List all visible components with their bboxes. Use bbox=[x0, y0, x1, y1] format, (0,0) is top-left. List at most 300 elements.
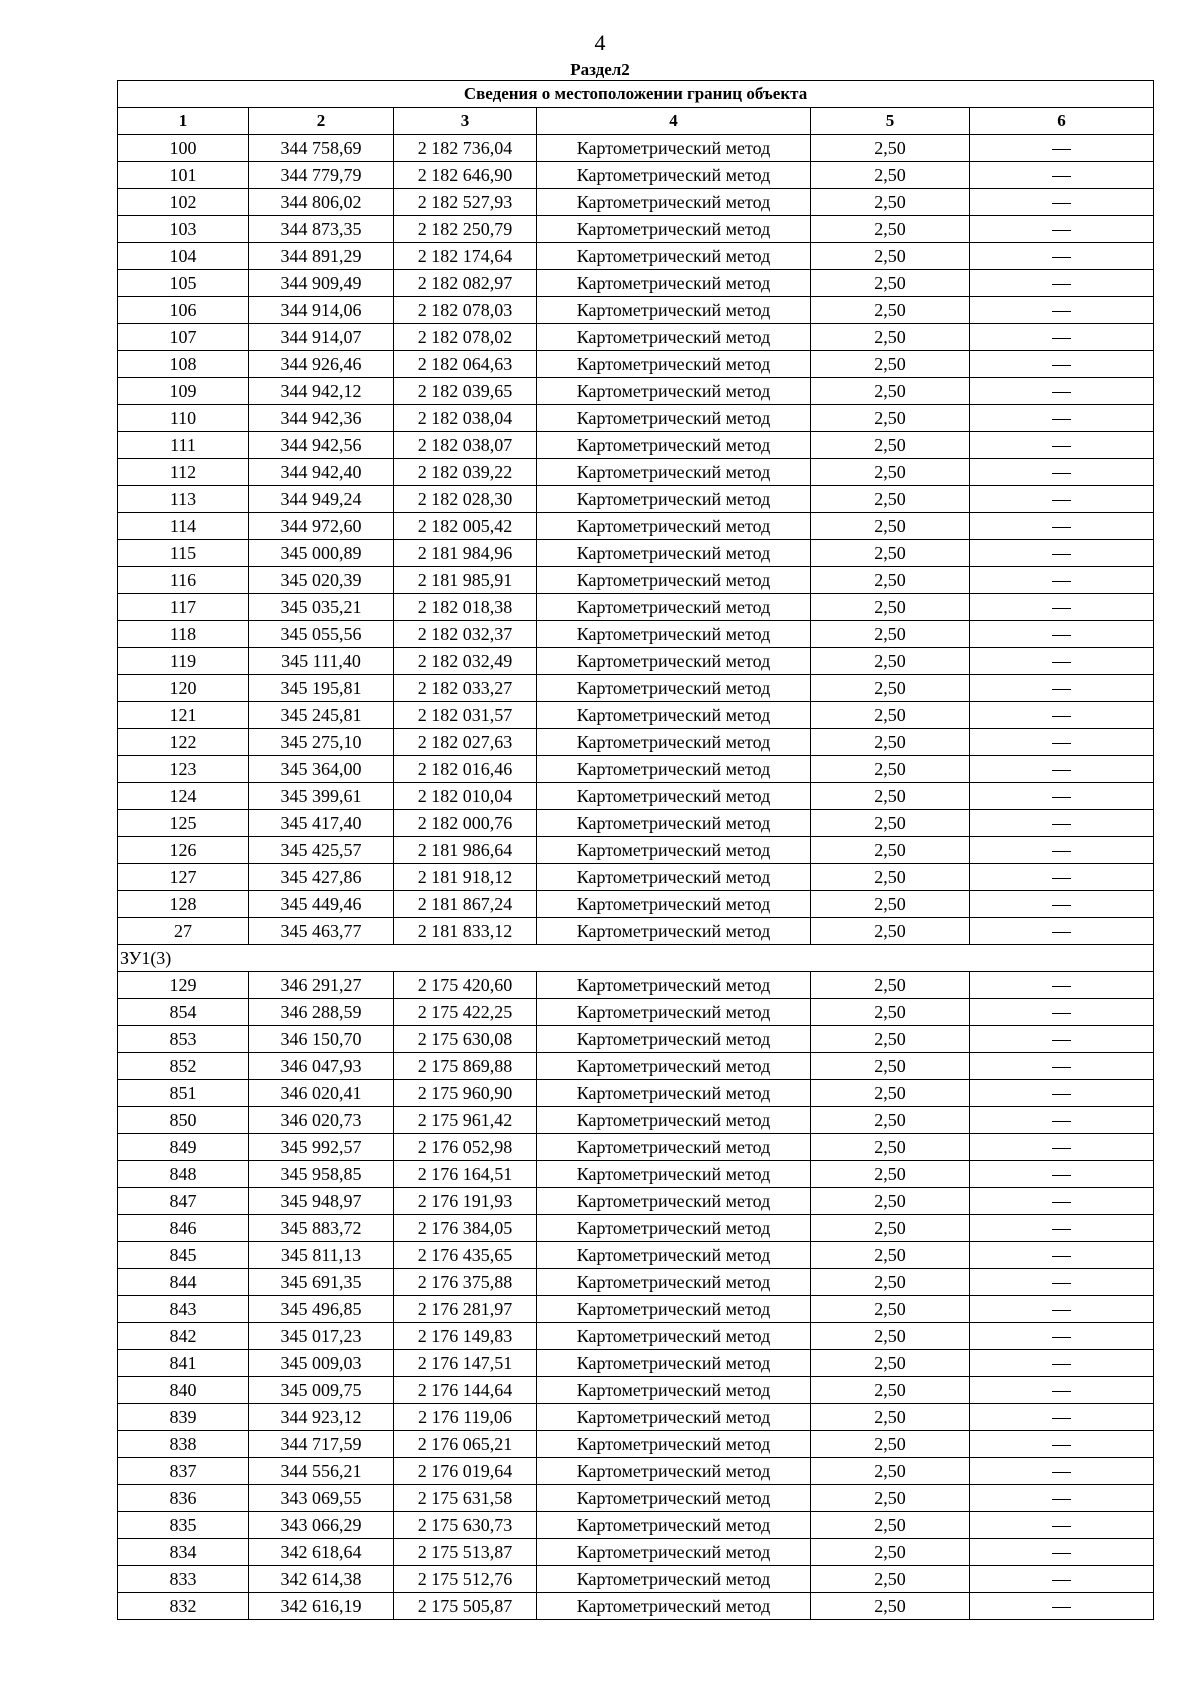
note-cell bbox=[970, 162, 1154, 189]
note-cell bbox=[970, 810, 1154, 837]
column-number: 1 bbox=[118, 108, 249, 135]
point-number-cell: 853 bbox=[118, 1026, 249, 1053]
point-number-cell: 114 bbox=[118, 513, 249, 540]
table-row bbox=[118, 756, 1154, 783]
x-coordinate-cell: 345 399,61 bbox=[249, 783, 394, 810]
method-cell: Картометрический метод bbox=[537, 1188, 811, 1215]
note-cell bbox=[970, 972, 1154, 999]
accuracy-cell: 2,50 bbox=[811, 1350, 970, 1377]
accuracy-cell: 2,50 bbox=[811, 1053, 970, 1080]
table-row bbox=[118, 837, 1154, 864]
table-row bbox=[118, 1242, 1154, 1269]
x-coordinate-cell: 346 047,93 bbox=[249, 1053, 394, 1080]
y-coordinate-cell: 2 182 736,04 bbox=[394, 135, 537, 162]
table-row bbox=[118, 972, 1154, 999]
x-coordinate-cell: 344 909,49 bbox=[249, 270, 394, 297]
y-coordinate-cell: 2 182 010,04 bbox=[394, 783, 537, 810]
accuracy-cell: 2,50 bbox=[811, 1323, 970, 1350]
note-cell bbox=[970, 270, 1154, 297]
table-row bbox=[118, 1296, 1154, 1323]
accuracy-cell: 2,50 bbox=[811, 1161, 970, 1188]
method-cell: Картометрический метод bbox=[537, 567, 811, 594]
accuracy-cell: 2,50 bbox=[811, 243, 970, 270]
y-coordinate-cell: 2 181 984,96 bbox=[394, 540, 537, 567]
table-row bbox=[118, 1269, 1154, 1296]
point-number-cell: 854 bbox=[118, 999, 249, 1026]
note-cell bbox=[970, 540, 1154, 567]
method-cell: Картометрический метод bbox=[537, 756, 811, 783]
y-coordinate-cell: 2 182 018,38 bbox=[394, 594, 537, 621]
note-cell bbox=[970, 1215, 1154, 1242]
point-number-cell: 838 bbox=[118, 1431, 249, 1458]
y-coordinate-cell: 2 182 250,79 bbox=[394, 216, 537, 243]
note-cell bbox=[970, 1053, 1154, 1080]
table-row bbox=[118, 1458, 1154, 1485]
y-coordinate-cell: 2 182 027,63 bbox=[394, 729, 537, 756]
point-number-cell: 105 bbox=[118, 270, 249, 297]
dash-mark bbox=[1052, 149, 1071, 150]
point-number-cell: 116 bbox=[118, 567, 249, 594]
y-coordinate-cell: 2 181 867,24 bbox=[394, 891, 537, 918]
dash-mark bbox=[1052, 1310, 1071, 1311]
note-cell bbox=[970, 1377, 1154, 1404]
column-number: 3 bbox=[394, 108, 537, 135]
table-row bbox=[118, 891, 1154, 918]
method-cell: Картометрический метод bbox=[537, 351, 811, 378]
note-cell bbox=[970, 1296, 1154, 1323]
x-coordinate-cell: 344 891,29 bbox=[249, 243, 394, 270]
method-cell: Картометрический метод bbox=[537, 1593, 811, 1620]
point-number-cell: 122 bbox=[118, 729, 249, 756]
accuracy-cell: 2,50 bbox=[811, 594, 970, 621]
point-number-cell: 103 bbox=[118, 216, 249, 243]
dash-mark bbox=[1052, 1472, 1071, 1473]
note-cell bbox=[970, 1269, 1154, 1296]
table-row bbox=[118, 1350, 1154, 1377]
accuracy-cell: 2,50 bbox=[811, 756, 970, 783]
method-cell: Картометрический метод bbox=[537, 1242, 811, 1269]
x-coordinate-cell: 342 616,19 bbox=[249, 1593, 394, 1620]
method-cell: Картометрический метод bbox=[537, 189, 811, 216]
boundary-coordinates-table bbox=[117, 80, 1154, 1620]
x-coordinate-cell: 342 618,64 bbox=[249, 1539, 394, 1566]
y-coordinate-cell: 2 175 505,87 bbox=[394, 1593, 537, 1620]
point-number-cell: 847 bbox=[118, 1188, 249, 1215]
y-coordinate-cell: 2 182 078,03 bbox=[394, 297, 537, 324]
method-cell: Картометрический метод bbox=[537, 837, 811, 864]
dash-mark bbox=[1052, 1553, 1071, 1554]
method-cell: Картометрический метод bbox=[537, 1053, 811, 1080]
y-coordinate-cell: 2 175 869,88 bbox=[394, 1053, 537, 1080]
accuracy-cell: 2,50 bbox=[811, 405, 970, 432]
y-coordinate-cell: 2 175 630,73 bbox=[394, 1512, 537, 1539]
dash-mark bbox=[1052, 1202, 1071, 1203]
x-coordinate-cell: 344 949,24 bbox=[249, 486, 394, 513]
dash-mark bbox=[1052, 1445, 1071, 1446]
method-cell: Картометрический метод bbox=[537, 297, 811, 324]
dash-mark bbox=[1052, 1229, 1071, 1230]
note-cell bbox=[970, 1485, 1154, 1512]
point-number-cell: 123 bbox=[118, 756, 249, 783]
accuracy-cell: 2,50 bbox=[811, 189, 970, 216]
note-cell bbox=[970, 405, 1154, 432]
x-coordinate-cell: 345 000,89 bbox=[249, 540, 394, 567]
table-row bbox=[118, 324, 1154, 351]
point-number-cell: 842 bbox=[118, 1323, 249, 1350]
x-coordinate-cell: 345 427,86 bbox=[249, 864, 394, 891]
y-coordinate-cell: 2 181 833,12 bbox=[394, 918, 537, 945]
table-row bbox=[118, 243, 1154, 270]
table-row bbox=[118, 135, 1154, 162]
accuracy-cell: 2,50 bbox=[811, 378, 970, 405]
accuracy-cell: 2,50 bbox=[811, 729, 970, 756]
note-cell bbox=[970, 1431, 1154, 1458]
accuracy-cell: 2,50 bbox=[811, 810, 970, 837]
y-coordinate-cell: 2 176 052,98 bbox=[394, 1134, 537, 1161]
y-coordinate-cell: 2 182 005,42 bbox=[394, 513, 537, 540]
dash-mark bbox=[1052, 338, 1071, 339]
note-cell bbox=[970, 918, 1154, 945]
accuracy-cell: 2,50 bbox=[811, 540, 970, 567]
table-row bbox=[118, 1161, 1154, 1188]
point-number-cell: 100 bbox=[118, 135, 249, 162]
dash-mark bbox=[1052, 1364, 1071, 1365]
point-number-cell: 833 bbox=[118, 1566, 249, 1593]
y-coordinate-cell: 2 176 065,21 bbox=[394, 1431, 537, 1458]
method-cell: Картометрический метод bbox=[537, 270, 811, 297]
point-number-cell: 112 bbox=[118, 459, 249, 486]
dash-mark bbox=[1052, 1256, 1071, 1257]
column-number: 5 bbox=[811, 108, 970, 135]
x-coordinate-cell: 342 614,38 bbox=[249, 1566, 394, 1593]
method-cell: Картометрический метод bbox=[537, 1323, 811, 1350]
table-row bbox=[118, 1026, 1154, 1053]
method-cell: Картометрический метод bbox=[537, 891, 811, 918]
x-coordinate-cell: 345 275,10 bbox=[249, 729, 394, 756]
x-coordinate-cell: 345 992,57 bbox=[249, 1134, 394, 1161]
accuracy-cell: 2,50 bbox=[811, 1458, 970, 1485]
y-coordinate-cell: 2 182 039,65 bbox=[394, 378, 537, 405]
x-coordinate-cell: 344 923,12 bbox=[249, 1404, 394, 1431]
accuracy-cell: 2,50 bbox=[811, 1539, 970, 1566]
method-cell: Картометрический метод bbox=[537, 486, 811, 513]
dash-mark bbox=[1052, 608, 1071, 609]
accuracy-cell: 2,50 bbox=[811, 216, 970, 243]
note-cell bbox=[970, 1188, 1154, 1215]
y-coordinate-cell: 2 182 064,63 bbox=[394, 351, 537, 378]
y-coordinate-cell: 2 182 033,27 bbox=[394, 675, 537, 702]
note-cell bbox=[970, 324, 1154, 351]
x-coordinate-cell: 345 811,13 bbox=[249, 1242, 394, 1269]
point-number-cell: 836 bbox=[118, 1485, 249, 1512]
note-cell bbox=[970, 675, 1154, 702]
accuracy-cell: 2,50 bbox=[811, 1566, 970, 1593]
note-cell bbox=[970, 1323, 1154, 1350]
method-cell: Картометрический метод bbox=[537, 1269, 811, 1296]
dash-mark bbox=[1052, 905, 1071, 906]
x-coordinate-cell: 345 020,39 bbox=[249, 567, 394, 594]
dash-mark bbox=[1052, 986, 1071, 987]
dash-mark bbox=[1052, 1418, 1071, 1419]
x-coordinate-cell: 345 425,57 bbox=[249, 837, 394, 864]
x-coordinate-cell: 344 942,36 bbox=[249, 405, 394, 432]
table-row bbox=[118, 1134, 1154, 1161]
dash-mark bbox=[1052, 689, 1071, 690]
accuracy-cell: 2,50 bbox=[811, 1377, 970, 1404]
table-caption-row bbox=[118, 81, 1154, 108]
point-number-cell: 839 bbox=[118, 1404, 249, 1431]
accuracy-cell: 2,50 bbox=[811, 1080, 970, 1107]
accuracy-cell: 2,50 bbox=[811, 567, 970, 594]
x-coordinate-cell: 344 779,79 bbox=[249, 162, 394, 189]
x-coordinate-cell: 345 958,85 bbox=[249, 1161, 394, 1188]
table-row bbox=[118, 918, 1154, 945]
y-coordinate-cell: 2 182 032,37 bbox=[394, 621, 537, 648]
dash-mark bbox=[1052, 1148, 1071, 1149]
method-cell: Картометрический метод bbox=[537, 1485, 811, 1512]
y-coordinate-cell: 2 176 164,51 bbox=[394, 1161, 537, 1188]
group-label: ЗУ1(3) bbox=[118, 945, 1154, 972]
y-coordinate-cell: 2 176 435,65 bbox=[394, 1242, 537, 1269]
point-number-cell: 107 bbox=[118, 324, 249, 351]
accuracy-cell: 2,50 bbox=[811, 675, 970, 702]
note-cell bbox=[970, 297, 1154, 324]
accuracy-cell: 2,50 bbox=[811, 1242, 970, 1269]
x-coordinate-cell: 344 873,35 bbox=[249, 216, 394, 243]
table-row bbox=[118, 1485, 1154, 1512]
point-number-cell: 846 bbox=[118, 1215, 249, 1242]
table-row bbox=[118, 513, 1154, 540]
x-coordinate-cell: 345 035,21 bbox=[249, 594, 394, 621]
note-cell bbox=[970, 702, 1154, 729]
x-coordinate-cell: 344 942,40 bbox=[249, 459, 394, 486]
dash-mark bbox=[1052, 527, 1071, 528]
x-coordinate-cell: 346 020,73 bbox=[249, 1107, 394, 1134]
note-cell bbox=[970, 1134, 1154, 1161]
method-cell: Картометрический метод bbox=[537, 1215, 811, 1242]
point-number-cell: 126 bbox=[118, 837, 249, 864]
dash-mark bbox=[1052, 1391, 1071, 1392]
method-cell: Картометрический метод bbox=[537, 810, 811, 837]
note-cell bbox=[970, 1539, 1154, 1566]
point-number-cell: 852 bbox=[118, 1053, 249, 1080]
point-number-cell: 832 bbox=[118, 1593, 249, 1620]
note-cell bbox=[970, 1026, 1154, 1053]
method-cell: Картометрический метод bbox=[537, 216, 811, 243]
note-cell bbox=[970, 1080, 1154, 1107]
table-row bbox=[118, 540, 1154, 567]
y-coordinate-cell: 2 182 039,22 bbox=[394, 459, 537, 486]
dash-mark bbox=[1052, 554, 1071, 555]
y-coordinate-cell: 2 182 174,64 bbox=[394, 243, 537, 270]
point-number-cell: 121 bbox=[118, 702, 249, 729]
table-row bbox=[118, 162, 1154, 189]
note-cell bbox=[970, 378, 1154, 405]
x-coordinate-cell: 345 883,72 bbox=[249, 1215, 394, 1242]
method-cell: Картометрический метод bbox=[537, 1431, 811, 1458]
dash-mark bbox=[1052, 284, 1071, 285]
method-cell: Картометрический метод bbox=[537, 162, 811, 189]
method-cell: Картометрический метод bbox=[537, 999, 811, 1026]
dash-mark bbox=[1052, 203, 1071, 204]
table-row bbox=[118, 189, 1154, 216]
y-coordinate-cell: 2 176 384,05 bbox=[394, 1215, 537, 1242]
column-number-row bbox=[118, 108, 1154, 135]
accuracy-cell: 2,50 bbox=[811, 918, 970, 945]
method-cell: Картометрический метод bbox=[537, 540, 811, 567]
method-cell: Картометрический метод bbox=[537, 135, 811, 162]
x-coordinate-cell: 344 717,59 bbox=[249, 1431, 394, 1458]
point-number-cell: 849 bbox=[118, 1134, 249, 1161]
dash-mark bbox=[1052, 419, 1071, 420]
dash-mark bbox=[1052, 311, 1071, 312]
point-number-cell: 111 bbox=[118, 432, 249, 459]
accuracy-cell: 2,50 bbox=[811, 1593, 970, 1620]
accuracy-cell: 2,50 bbox=[811, 297, 970, 324]
point-number-cell: 101 bbox=[118, 162, 249, 189]
x-coordinate-cell: 344 806,02 bbox=[249, 189, 394, 216]
note-cell bbox=[970, 459, 1154, 486]
dash-mark bbox=[1052, 1499, 1071, 1500]
dash-mark bbox=[1052, 1013, 1071, 1014]
note-cell bbox=[970, 1107, 1154, 1134]
dash-mark bbox=[1052, 1337, 1071, 1338]
table-row bbox=[118, 432, 1154, 459]
dash-mark bbox=[1052, 1040, 1071, 1041]
accuracy-cell: 2,50 bbox=[811, 1215, 970, 1242]
y-coordinate-cell: 2 176 149,83 bbox=[394, 1323, 537, 1350]
x-coordinate-cell: 346 288,59 bbox=[249, 999, 394, 1026]
accuracy-cell: 2,50 bbox=[811, 486, 970, 513]
x-coordinate-cell: 345 496,85 bbox=[249, 1296, 394, 1323]
y-coordinate-cell: 2 181 986,64 bbox=[394, 837, 537, 864]
accuracy-cell: 2,50 bbox=[811, 1404, 970, 1431]
x-coordinate-cell: 344 914,07 bbox=[249, 324, 394, 351]
table-row bbox=[118, 1593, 1154, 1620]
accuracy-cell: 2,50 bbox=[811, 324, 970, 351]
dash-mark bbox=[1052, 662, 1071, 663]
table-row bbox=[118, 1377, 1154, 1404]
dash-mark bbox=[1052, 257, 1071, 258]
point-number-cell: 128 bbox=[118, 891, 249, 918]
note-cell bbox=[970, 351, 1154, 378]
x-coordinate-cell: 343 069,55 bbox=[249, 1485, 394, 1512]
accuracy-cell: 2,50 bbox=[811, 783, 970, 810]
dash-mark bbox=[1052, 797, 1071, 798]
note-cell bbox=[970, 486, 1154, 513]
table-row bbox=[118, 1053, 1154, 1080]
point-number-cell: 851 bbox=[118, 1080, 249, 1107]
note-cell bbox=[970, 594, 1154, 621]
y-coordinate-cell: 2 182 527,93 bbox=[394, 189, 537, 216]
note-cell bbox=[970, 189, 1154, 216]
note-cell bbox=[970, 1350, 1154, 1377]
y-coordinate-cell: 2 175 513,87 bbox=[394, 1539, 537, 1566]
table-row bbox=[118, 621, 1154, 648]
y-coordinate-cell: 2 182 000,76 bbox=[394, 810, 537, 837]
dash-mark bbox=[1052, 446, 1071, 447]
dash-mark bbox=[1052, 635, 1071, 636]
y-coordinate-cell: 2 176 281,97 bbox=[394, 1296, 537, 1323]
accuracy-cell: 2,50 bbox=[811, 270, 970, 297]
table-row bbox=[118, 729, 1154, 756]
point-number-cell: 120 bbox=[118, 675, 249, 702]
method-cell: Картометрический метод bbox=[537, 243, 811, 270]
y-coordinate-cell: 2 182 082,97 bbox=[394, 270, 537, 297]
dash-mark bbox=[1052, 1580, 1071, 1581]
accuracy-cell: 2,50 bbox=[811, 162, 970, 189]
note-cell bbox=[970, 837, 1154, 864]
y-coordinate-cell: 2 176 375,88 bbox=[394, 1269, 537, 1296]
accuracy-cell: 2,50 bbox=[811, 135, 970, 162]
dash-mark bbox=[1052, 392, 1071, 393]
x-coordinate-cell: 345 009,75 bbox=[249, 1377, 394, 1404]
note-cell bbox=[970, 1161, 1154, 1188]
dash-mark bbox=[1052, 365, 1071, 366]
y-coordinate-cell: 2 175 512,76 bbox=[394, 1566, 537, 1593]
accuracy-cell: 2,50 bbox=[811, 891, 970, 918]
point-number-cell: 843 bbox=[118, 1296, 249, 1323]
point-number-cell: 129 bbox=[118, 972, 249, 999]
y-coordinate-cell: 2 176 144,64 bbox=[394, 1377, 537, 1404]
method-cell: Картометрический метод bbox=[537, 1377, 811, 1404]
method-cell: Картометрический метод bbox=[537, 918, 811, 945]
y-coordinate-cell: 2 176 019,64 bbox=[394, 1458, 537, 1485]
point-number-cell: 844 bbox=[118, 1269, 249, 1296]
accuracy-cell: 2,50 bbox=[811, 1431, 970, 1458]
note-cell bbox=[970, 1512, 1154, 1539]
table-row bbox=[118, 675, 1154, 702]
x-coordinate-cell: 345 055,56 bbox=[249, 621, 394, 648]
point-number-cell: 118 bbox=[118, 621, 249, 648]
note-cell bbox=[970, 567, 1154, 594]
method-cell: Картометрический метод bbox=[537, 432, 811, 459]
table-group-row bbox=[118, 945, 1154, 972]
table-row bbox=[118, 1215, 1154, 1242]
x-coordinate-cell: 345 948,97 bbox=[249, 1188, 394, 1215]
method-cell: Картометрический метод bbox=[537, 972, 811, 999]
table-row bbox=[118, 648, 1154, 675]
y-coordinate-cell: 2 182 028,30 bbox=[394, 486, 537, 513]
table-row bbox=[118, 1566, 1154, 1593]
point-number-cell: 106 bbox=[118, 297, 249, 324]
point-number-cell: 850 bbox=[118, 1107, 249, 1134]
table-row bbox=[118, 1539, 1154, 1566]
table-row bbox=[118, 1512, 1154, 1539]
point-number-cell: 848 bbox=[118, 1161, 249, 1188]
method-cell: Картометрический метод bbox=[537, 783, 811, 810]
table-row bbox=[118, 1404, 1154, 1431]
accuracy-cell: 2,50 bbox=[811, 432, 970, 459]
method-cell: Картометрический метод bbox=[537, 324, 811, 351]
dash-mark bbox=[1052, 1121, 1071, 1122]
note-cell bbox=[970, 1242, 1154, 1269]
y-coordinate-cell: 2 181 918,12 bbox=[394, 864, 537, 891]
note-cell bbox=[970, 729, 1154, 756]
point-number-cell: 109 bbox=[118, 378, 249, 405]
method-cell: Картометрический метод bbox=[537, 675, 811, 702]
dash-mark bbox=[1052, 176, 1071, 177]
note-cell bbox=[970, 1593, 1154, 1620]
y-coordinate-cell: 2 182 032,49 bbox=[394, 648, 537, 675]
point-number-cell: 108 bbox=[118, 351, 249, 378]
dash-mark bbox=[1052, 1526, 1071, 1527]
accuracy-cell: 2,50 bbox=[811, 1269, 970, 1296]
column-number: 6 bbox=[970, 108, 1154, 135]
x-coordinate-cell: 345 245,81 bbox=[249, 702, 394, 729]
x-coordinate-cell: 344 556,21 bbox=[249, 1458, 394, 1485]
accuracy-cell: 2,50 bbox=[811, 999, 970, 1026]
